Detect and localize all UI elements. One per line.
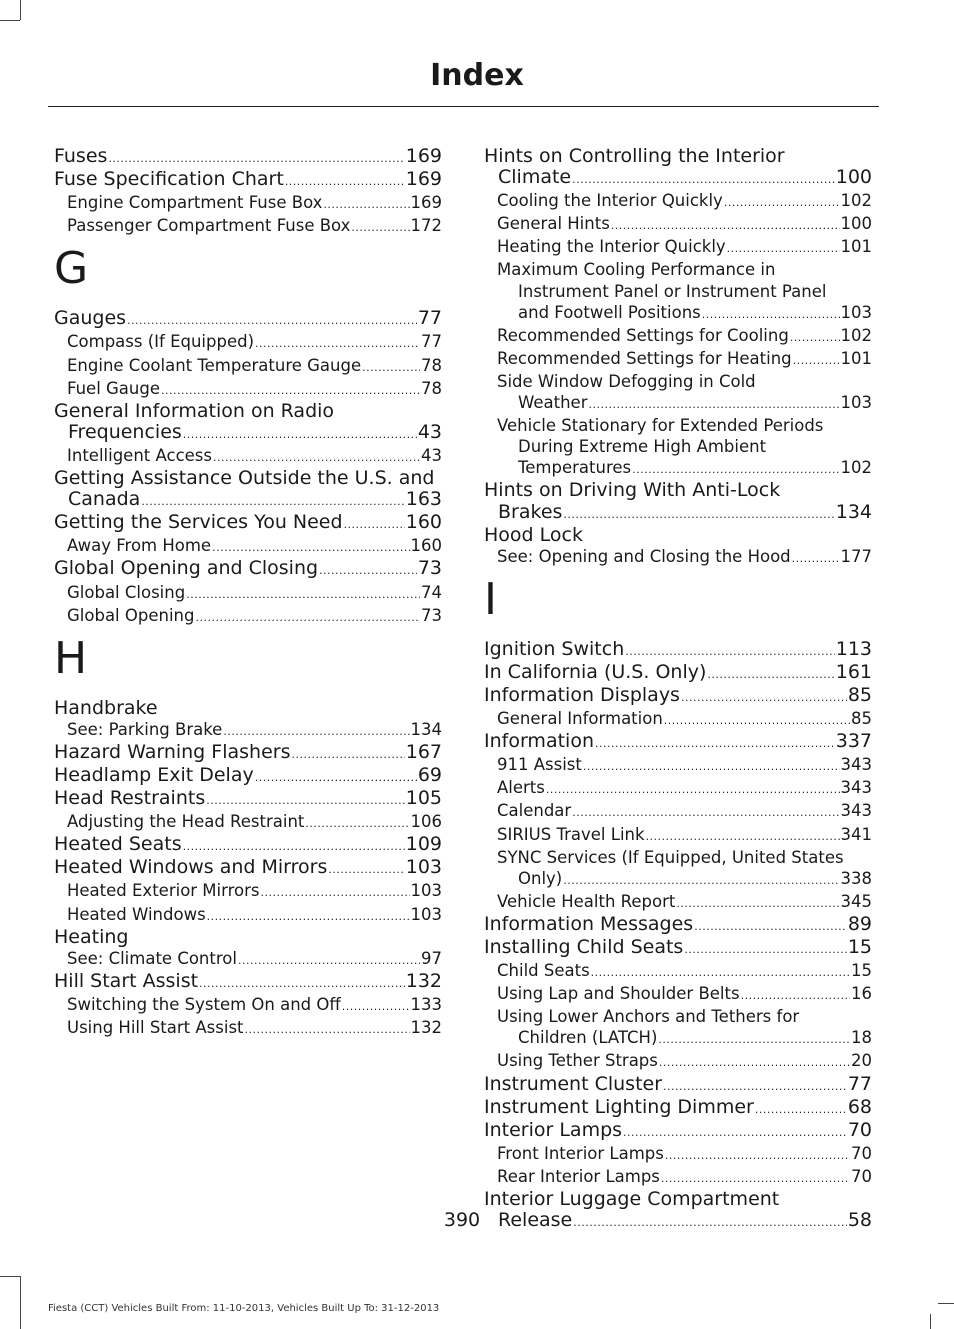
index-subentry [484, 847, 872, 891]
entry-text: Climate [498, 166, 572, 189]
entry-text: and Footwell Positions [518, 302, 701, 322]
index-entry [484, 731, 872, 754]
entry-text: Adjusting the Head Restraint [67, 812, 305, 832]
dot-leader [661, 1168, 850, 1189]
crop-mark [930, 1314, 931, 1329]
entry-text: Switching the System On and Off [67, 994, 341, 1014]
dot-leader [319, 560, 417, 581]
entry-text: Information Displays [484, 683, 680, 706]
dot-leader [563, 870, 839, 891]
page-ref: 103 [410, 881, 442, 901]
dot-leader [183, 424, 417, 445]
dot-leader [245, 1019, 410, 1040]
dot-leader [141, 491, 404, 512]
entry-text: Using Lower Anchors and Tethers for [497, 1007, 800, 1027]
index-entry [54, 558, 442, 581]
index-entry [484, 914, 872, 937]
page-ref: 100 [835, 166, 872, 189]
dot-leader [206, 790, 405, 811]
page-ref: 70 [847, 1118, 872, 1141]
entry-text: Recommended Settings for Heating [497, 348, 792, 368]
entry-text: Handbrake [54, 696, 158, 719]
dot-leader [792, 548, 840, 569]
page-ref: 163 [405, 488, 442, 511]
entry-text: Vehicle Health Report [497, 891, 676, 911]
index-subentry [54, 378, 442, 401]
entry-text: Headlamp Exit Delay [54, 763, 254, 786]
dot-leader [195, 607, 420, 628]
index-subentry [54, 948, 442, 971]
index-entry [484, 937, 872, 960]
index-subentry [484, 1050, 872, 1073]
page-ref: 103 [840, 302, 872, 322]
dot-leader [676, 893, 839, 914]
page-ref: 18 [851, 1028, 872, 1048]
page-ref: 70 [851, 1143, 872, 1163]
dot-leader [213, 447, 420, 468]
page-ref: 101 [840, 237, 872, 257]
index-subentry [484, 213, 872, 236]
index-entry [54, 788, 442, 811]
crop-mark [0, 20, 20, 21]
entry-text: Instrument Cluster [484, 1072, 663, 1095]
index-subentry [484, 371, 872, 415]
page-ref: 161 [835, 660, 872, 683]
page-ref: 68 [847, 1095, 872, 1118]
dot-leader [588, 394, 839, 415]
page-ref: 102 [840, 325, 872, 345]
entry-text: Maximum Cooling Performance in [497, 260, 776, 280]
entry-text: Only) [518, 868, 563, 888]
entry-text: Getting Assistance Outside the U.S. and [54, 467, 435, 490]
entry-text: Instrument Lighting Dimmer [484, 1095, 754, 1118]
dot-leader [351, 217, 409, 238]
page-ref: 77 [417, 307, 442, 330]
dot-leader [305, 813, 409, 834]
page-ref: 78 [421, 378, 442, 398]
entry-text: SIRIUS Travel Link [497, 824, 645, 844]
entry-text: Vehicle Stationary for Extended Periods [497, 416, 824, 436]
entry-text: See: Parking Brake [67, 719, 223, 739]
page-ref: 77 [421, 332, 442, 352]
entry-text: Canada [68, 488, 141, 511]
dot-leader [591, 962, 850, 983]
index-subentry [484, 1143, 872, 1166]
dot-leader [212, 537, 409, 558]
index-subentry [54, 994, 442, 1017]
page-ref: 132 [410, 1018, 442, 1037]
index-entry [484, 1097, 872, 1120]
entry-text: Release [498, 1209, 573, 1232]
dot-leader [362, 357, 420, 378]
index-subentry [54, 811, 442, 834]
entry-text: Getting the Services You Need [54, 511, 343, 534]
page-ref: 345 [840, 891, 872, 911]
dot-leader [199, 973, 405, 994]
dot-leader [790, 327, 840, 348]
page-title: Index [430, 58, 524, 93]
dot-leader [623, 1122, 847, 1143]
entry-text: Away From Home [67, 536, 212, 556]
entry-text: In California (U.S. Only) [484, 660, 707, 683]
page-ref: 343 [840, 801, 872, 821]
page-number: 390 [443, 1209, 481, 1231]
entry-text: Hints on Controlling the Interior [484, 145, 785, 167]
page-ref: 113 [835, 637, 872, 660]
page-ref: 169 [410, 193, 442, 213]
index-entry [54, 401, 442, 445]
index-subentry [54, 445, 442, 468]
dot-leader [658, 1029, 850, 1050]
page-ref: 77 [847, 1072, 872, 1095]
index-subentry [484, 800, 872, 823]
page-ref: 169 [405, 168, 442, 191]
entry-text: Heating the Interior Quickly [497, 237, 726, 257]
index-entry [484, 662, 872, 685]
dot-leader [207, 906, 410, 927]
dot-leader [127, 310, 417, 331]
crop-mark [20, 1276, 21, 1329]
page-ref: 172 [410, 216, 442, 236]
index-entry [484, 480, 872, 524]
entry-text: Hood Lock [484, 523, 583, 546]
entry-text: Child Seats [497, 961, 590, 981]
index-subentry [484, 546, 872, 569]
entry-text: See: Climate Control [67, 948, 237, 968]
page-ref: 15 [851, 961, 872, 981]
entry-text: Heated Windows [67, 904, 206, 924]
entry-text: Ignition Switch [484, 637, 625, 660]
index-subentry [484, 708, 872, 731]
entry-text: General Information on Radio [54, 399, 335, 422]
page-ref: 134 [835, 500, 872, 523]
entry-text: Passenger Compartment Fuse Box [67, 216, 351, 236]
entry-text: Using Tether Straps [497, 1051, 658, 1071]
entry-text: Fuses [54, 145, 108, 167]
crop-mark [938, 1303, 954, 1304]
page-ref: 73 [417, 557, 442, 580]
dot-leader [108, 148, 404, 169]
entry-text: Temperatures [518, 458, 632, 478]
crop-mark [20, 0, 21, 20]
index-column-right [484, 146, 872, 1233]
entry-text: Front Interior Lamps [497, 1143, 664, 1163]
page-ref: 16 [851, 984, 872, 1004]
dot-leader [285, 171, 405, 192]
entry-text: Heating [54, 925, 129, 948]
index-entry [54, 698, 442, 719]
entry-text: Heated Exterior Mirrors [67, 881, 260, 901]
entry-text: Calendar [497, 801, 572, 821]
dot-leader [323, 194, 409, 215]
index-subentry [484, 983, 872, 1006]
index-subentry [484, 348, 872, 371]
entry-text: Brakes [498, 500, 563, 523]
entry-text: During Extreme High Ambient [518, 437, 767, 457]
page-ref: 102 [840, 191, 872, 211]
index-subentry [484, 960, 872, 983]
entry-text: Interior Luggage Compartment [484, 1188, 780, 1211]
entry-text: Heated Windows and Mirrors [54, 856, 328, 879]
entry-text: Fuel Gauge [67, 378, 161, 398]
dot-leader [694, 916, 847, 937]
dot-leader [755, 1099, 847, 1120]
dot-leader [328, 859, 404, 880]
page-ref: 70 [851, 1166, 872, 1186]
index-entry [484, 639, 872, 662]
page-ref: 103 [410, 904, 442, 924]
index-entry [54, 971, 442, 994]
dot-leader [665, 1145, 850, 1166]
page-ref: 337 [835, 730, 872, 753]
page-ref: 43 [421, 445, 442, 465]
section-letter: H [54, 632, 88, 684]
dot-leader [702, 304, 840, 325]
dot-leader [238, 950, 420, 971]
index-subentry [54, 1017, 442, 1040]
section-letter: I [484, 573, 497, 625]
index-subentry [54, 582, 442, 605]
entry-text: Head Restraints [54, 787, 206, 810]
dot-leader [546, 779, 840, 800]
page-ref: 100 [840, 214, 872, 234]
dot-leader [563, 504, 834, 525]
page-ref: 106 [410, 812, 442, 832]
dot-leader [223, 721, 409, 742]
page-ref: 341 [840, 824, 872, 844]
entry-text: Engine Coolant Temperature Gauge [67, 355, 362, 375]
dot-leader [583, 756, 840, 777]
dot-leader [342, 996, 410, 1017]
dot-leader [161, 380, 420, 401]
index-subentry [484, 190, 872, 213]
index-subentry [54, 605, 442, 628]
page-ref: 58 [847, 1209, 872, 1232]
section-letter: G [54, 243, 89, 295]
dot-leader [663, 1076, 847, 1097]
dot-leader [344, 514, 405, 535]
index-entry [54, 742, 442, 765]
entry-text: Instrument Panel or Instrument Panel [518, 281, 827, 301]
index-entry [54, 512, 442, 535]
index-subentry [484, 891, 872, 914]
page-ref: 78 [421, 355, 442, 375]
dot-leader [186, 584, 420, 605]
entry-text: Compass (If Equipped) [67, 332, 255, 352]
dot-leader [741, 985, 850, 1006]
entry-text: Interior Lamps [484, 1118, 623, 1141]
entry-text: Installing Child Seats [484, 936, 684, 958]
entry-text: Intelligent Access [67, 445, 212, 465]
entry-text: Children (LATCH) [518, 1028, 658, 1048]
page-ref: 177 [840, 546, 872, 566]
entry-text: Recommended Settings for Cooling [497, 325, 789, 345]
page-ref: 74 [421, 582, 442, 602]
dot-leader [611, 215, 840, 236]
index-entry [484, 1120, 872, 1143]
entry-text: Fuse Specification Chart [54, 168, 284, 191]
index-subentry [484, 824, 872, 847]
dot-leader [572, 802, 839, 823]
index-entry [54, 927, 442, 948]
index-subentry [54, 904, 442, 927]
index-subentry [484, 236, 872, 259]
dot-leader [664, 710, 850, 731]
page-ref: 97 [421, 948, 442, 968]
index-subentry [54, 192, 442, 215]
entry-text: Rear Interior Lamps [497, 1166, 660, 1186]
index-subentry [484, 415, 872, 480]
dot-leader [255, 767, 417, 788]
page-ref: 338 [840, 868, 872, 888]
entry-text: Alerts [497, 778, 545, 798]
dot-leader [595, 733, 835, 754]
index-subentry [484, 754, 872, 777]
index-subentry [54, 331, 442, 354]
page-ref: 109 [405, 833, 442, 856]
dot-leader [793, 350, 840, 371]
index-entry [54, 169, 442, 192]
page-ref: 167 [405, 740, 442, 763]
entry-text: General Information [497, 709, 663, 729]
entry-text: Hill Start Assist [54, 969, 199, 992]
page-ref: 105 [405, 787, 442, 810]
dot-leader [261, 882, 410, 903]
entry-text: Weather [518, 393, 588, 413]
index-subentry [54, 215, 442, 238]
index-entry [484, 525, 872, 546]
index-entry [54, 834, 442, 857]
entry-text: See: Opening and Closing the Hood [497, 546, 791, 566]
page-ref: 343 [840, 778, 872, 798]
index-subentry [54, 355, 442, 378]
page-ref: 160 [410, 536, 442, 556]
dot-leader [255, 333, 420, 354]
dot-leader [707, 664, 834, 685]
entry-text: Information [484, 730, 594, 753]
footer-text: Fiesta (CCT) Vehicles Built From: 11-10-2013, Vehicles Built Up To: 31-12-2013 [48, 1303, 440, 1314]
dot-leader [291, 744, 404, 765]
entry-text: Using Hill Start Assist [67, 1018, 244, 1037]
page-ref: 160 [405, 511, 442, 534]
index-subentry [54, 880, 442, 903]
dot-leader [183, 836, 405, 857]
page-ref: 102 [840, 458, 872, 478]
page-ref: 85 [851, 709, 872, 729]
dot-leader [659, 1052, 850, 1073]
index-entry [484, 146, 872, 190]
entry-text: SYNC Services (If Equipped, United States [497, 847, 844, 867]
index-subentry [54, 535, 442, 558]
page-ref: 103 [840, 393, 872, 413]
entry-text: Cooling the Interior Quickly [497, 191, 723, 211]
index-subentry [484, 777, 872, 800]
index-entry [54, 308, 442, 331]
entry-text: Side Window Defogging in Cold [497, 371, 756, 391]
title-rule [48, 106, 879, 107]
page-ref: 73 [421, 605, 442, 625]
crop-mark [0, 1276, 20, 1277]
entry-text: General Hints [497, 214, 610, 234]
entry-text: Hazard Warning Flashers [54, 740, 291, 763]
page-ref: 133 [410, 994, 442, 1014]
dot-leader [625, 641, 834, 662]
entry-text: Using Lap and Shoulder Belts [497, 984, 740, 1004]
page-ref: 132 [405, 969, 442, 992]
index-subentry [484, 259, 872, 324]
dot-leader [572, 169, 835, 190]
index-subentry [484, 325, 872, 348]
index-entry [484, 1074, 872, 1097]
page-ref: 15 [847, 936, 872, 958]
entry-text: Frequencies [68, 420, 182, 443]
page-ref: 343 [840, 755, 872, 775]
dot-leader [684, 939, 846, 960]
page-ref: 89 [847, 912, 872, 935]
index-subentry [484, 1006, 872, 1050]
page-ref: 134 [410, 719, 442, 739]
index-subentry [484, 1166, 872, 1189]
dot-leader [727, 238, 840, 259]
entry-text: Global Opening and Closing [54, 557, 319, 580]
index-subentry [54, 719, 442, 742]
index-entry [54, 765, 442, 788]
entry-text: Global Closing [67, 582, 186, 602]
page-ref: 69 [417, 763, 442, 786]
entry-text: Global Opening [67, 605, 195, 625]
page-ref: 20 [851, 1051, 872, 1071]
index-entry [484, 685, 872, 708]
entry-text: Hints on Driving With Anti-Lock [484, 479, 781, 502]
entry-text: Gauges [54, 307, 127, 330]
page-ref: 43 [417, 420, 442, 443]
entry-text: Information Messages [484, 912, 694, 935]
entry-text: 911 Assist [497, 755, 582, 775]
dot-leader [646, 826, 840, 847]
index-entry [54, 146, 442, 169]
index-entry [54, 857, 442, 880]
index-column-left [54, 146, 442, 1040]
dot-leader [681, 687, 847, 708]
entry-text: Heated Seats [54, 833, 182, 856]
page-ref: 103 [405, 856, 442, 879]
dot-leader [632, 459, 839, 480]
page-ref: 85 [847, 683, 872, 706]
dot-leader [724, 192, 840, 213]
page-ref: 101 [840, 348, 872, 368]
index-entry [54, 468, 442, 512]
entry-text: Engine Compartment Fuse Box [67, 193, 323, 213]
page-ref: 169 [405, 145, 442, 167]
